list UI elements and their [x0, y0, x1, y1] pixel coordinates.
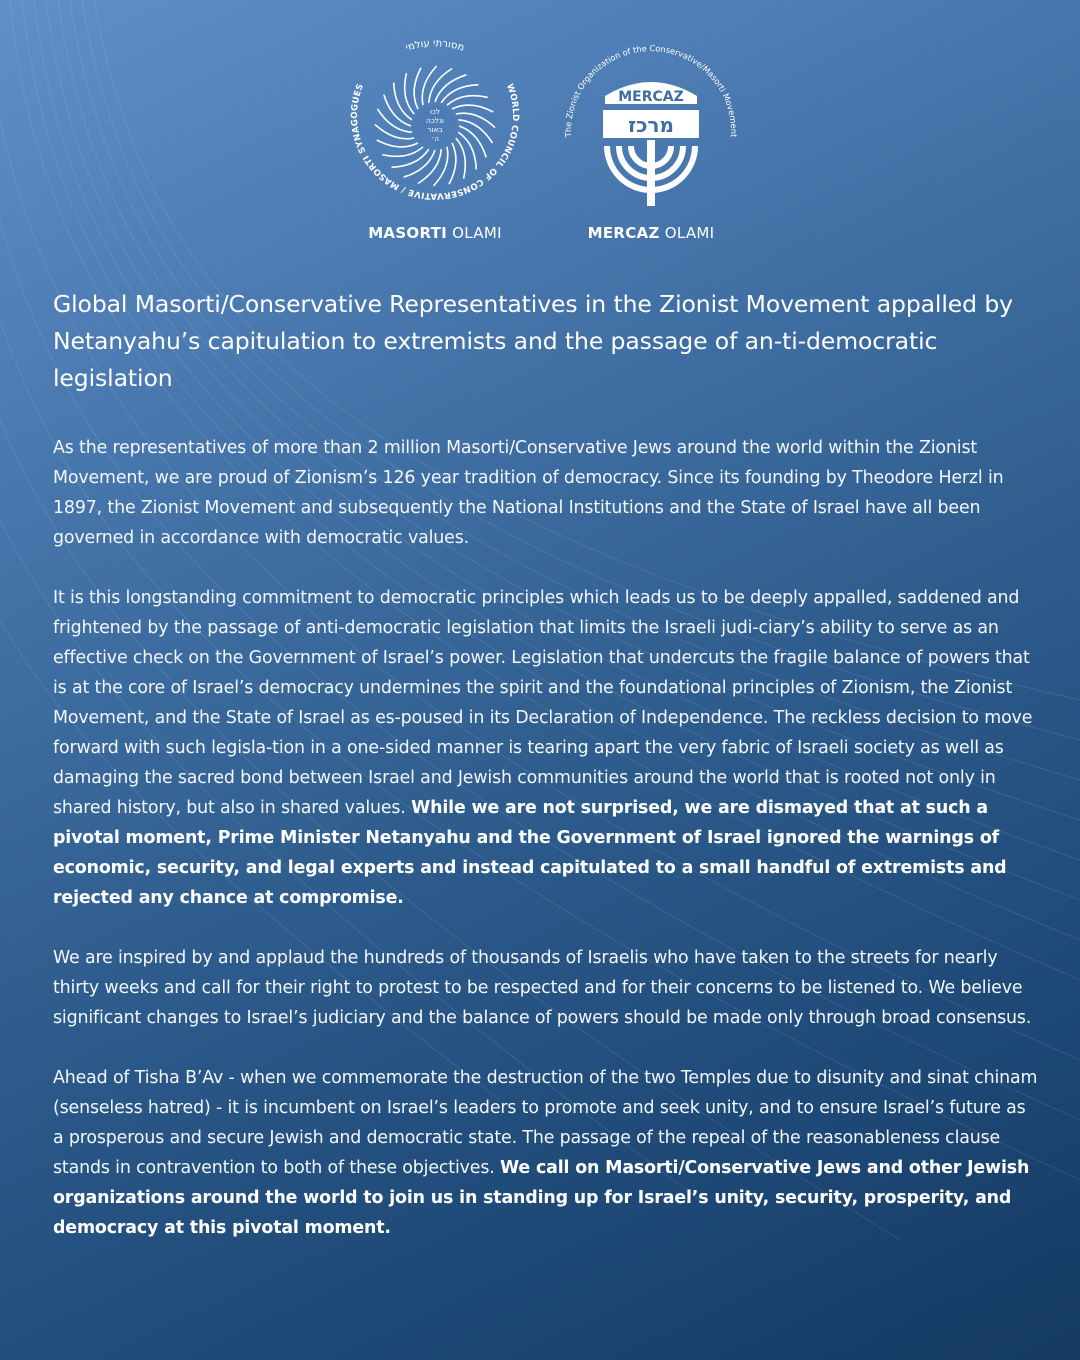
starburst-ray	[392, 149, 429, 167]
masorti-label-bold: MASORTI	[368, 224, 448, 242]
masorti-ring-hebrew: מסורתי עולמי	[404, 38, 466, 54]
headline: Global Masorti/Conservative Representatives in the Zionist Movement appalled by Netanyahu’s capitulation to extremists and the passage of an-ti-democratic legislation	[53, 290, 1013, 392]
starburst-ray	[449, 143, 456, 184]
starburst-ray	[458, 132, 476, 169]
logos-row	[0, 34, 1080, 254]
mercaz-olami-label	[556, 224, 746, 242]
paragraph-1-text: As the representatives of more than 2 million Masorti/Conservative Jews around the world within the Zionist Movement, we are proud of Zionism’s 126 year tradition of democracy. Since its founding by Theodore Herzl in 1897, the Zionist Movement and subsequently the National Institutions and the State of Israel have all been governed in accordance with democratic values.	[53, 438, 1004, 548]
starburst-ray	[414, 68, 421, 109]
masorti-center-line-2: ונלכה	[426, 116, 444, 125]
masorti-center-line-1: לכו	[429, 107, 441, 116]
starburst-ray	[452, 105, 493, 112]
starburst-ray	[382, 147, 423, 157]
masorti-center-line-4: ה׳	[431, 134, 439, 143]
masorti-olami-label	[340, 224, 530, 242]
starburst-ray	[377, 140, 418, 147]
starburst-ray	[458, 120, 492, 143]
paragraph-4-text: Ahead of Tisha B’Av - when we commemorate the destruction of the two Temples due to disunity and sinat chinam (senseless hatred) - it is incumbent on Israel’s leaders to promote and seek unity, and to ensure Israel’s future as a prosperous and secure Jewish and democratic state. The passage of the repeal of the reasonableness clause stands in contravention to both of these objectives.	[53, 1068, 1038, 1178]
starburst-ray	[447, 96, 488, 106]
starburst-ray	[441, 85, 478, 103]
starburst-ray	[418, 149, 441, 183]
masorti-label-light: OLAMI	[452, 224, 502, 242]
mercaz-hebrew-wordmark: מרכז	[628, 113, 674, 137]
paragraph-2-text: It is this longstanding commitment to democratic principles which leads us to be deeply appalled, saddened and frightened by the passage of anti-democratic legislation that limits the Israeli judi-ciary’s ability to serve as an effective check on the Government of Israel’s power. Legislation that undercuts the fragile balance of powers that is at the core of Israel’s democracy undermines the spirit and the foundational principles of Zionism, the Zionist Movement, and the State of Israel as es-poused in its Declaration of Independence. The reckless decision to move forward with such legisla-tion in a one-sided manner is tearing apart the very fabric of Israeli society as well as damaging the sacred bond between Israel and Jewish communities around the world that is rooted not only in shared history, but also in shared values.	[53, 588, 1033, 818]
paragraph-2	[53, 583, 1038, 913]
paragraph-3-text: We are inspired by and applaud the hundreds of thousands of Israelis who have taken to the streets for nearly thirty weeks and call for their right to protest to be respected and for their concerns to be listened to. We believe significant changes to Israel’s judiciary and the balance of powers should be made only through broad consensus.	[53, 948, 1032, 1028]
paragraph-1	[53, 433, 1038, 553]
svg-text:מסורתי עולמי	[404, 38, 465, 54]
mercaz-olami-logo	[556, 34, 746, 242]
mercaz-menorah-icon	[561, 34, 741, 218]
starburst-ray	[405, 73, 415, 114]
statement-body	[53, 286, 1038, 1243]
masorti-olami-logo	[340, 34, 530, 242]
starburst-ray	[394, 83, 412, 120]
mercaz-ring-text: The Zionist Organization of the Conservative/Masorti Movement	[562, 43, 740, 138]
paragraph-2-bold: While we are not surprised, we are dismayed that at such a pivotal moment, Prime Minister Netanyahu and the Government of Israel ignored the warnings of economic, security, and legal experts and instead capitulated to a small handful of extremists and rejected any chance at compromise.	[53, 798, 1007, 908]
masorti-center-line-3: באור	[427, 125, 443, 134]
mercaz-label-light: OLAMI	[664, 224, 715, 242]
paragraph-3	[53, 943, 1038, 1033]
starburst-ray	[378, 109, 412, 132]
mercaz-wordmark: MERCAZ	[618, 89, 684, 105]
paragraph-4	[53, 1063, 1038, 1243]
mercaz-label-bold: MERCAZ	[587, 224, 660, 242]
paragraph-4-bold: We call on Masorti/Conservative Jews and other Jewish organizations around the world to join us in standing up for Israel’s unity, security, prosperity, and democracy at this pivotal moment.	[53, 1158, 1030, 1238]
starburst-ray	[456, 138, 466, 179]
starburst-ray	[429, 69, 452, 103]
masorti-ring-text: WORLD COUNCIL OF CONSERVATIVE / MASORTI SYNAGOGUES	[349, 82, 521, 201]
masorti-starburst-icon	[345, 34, 525, 218]
